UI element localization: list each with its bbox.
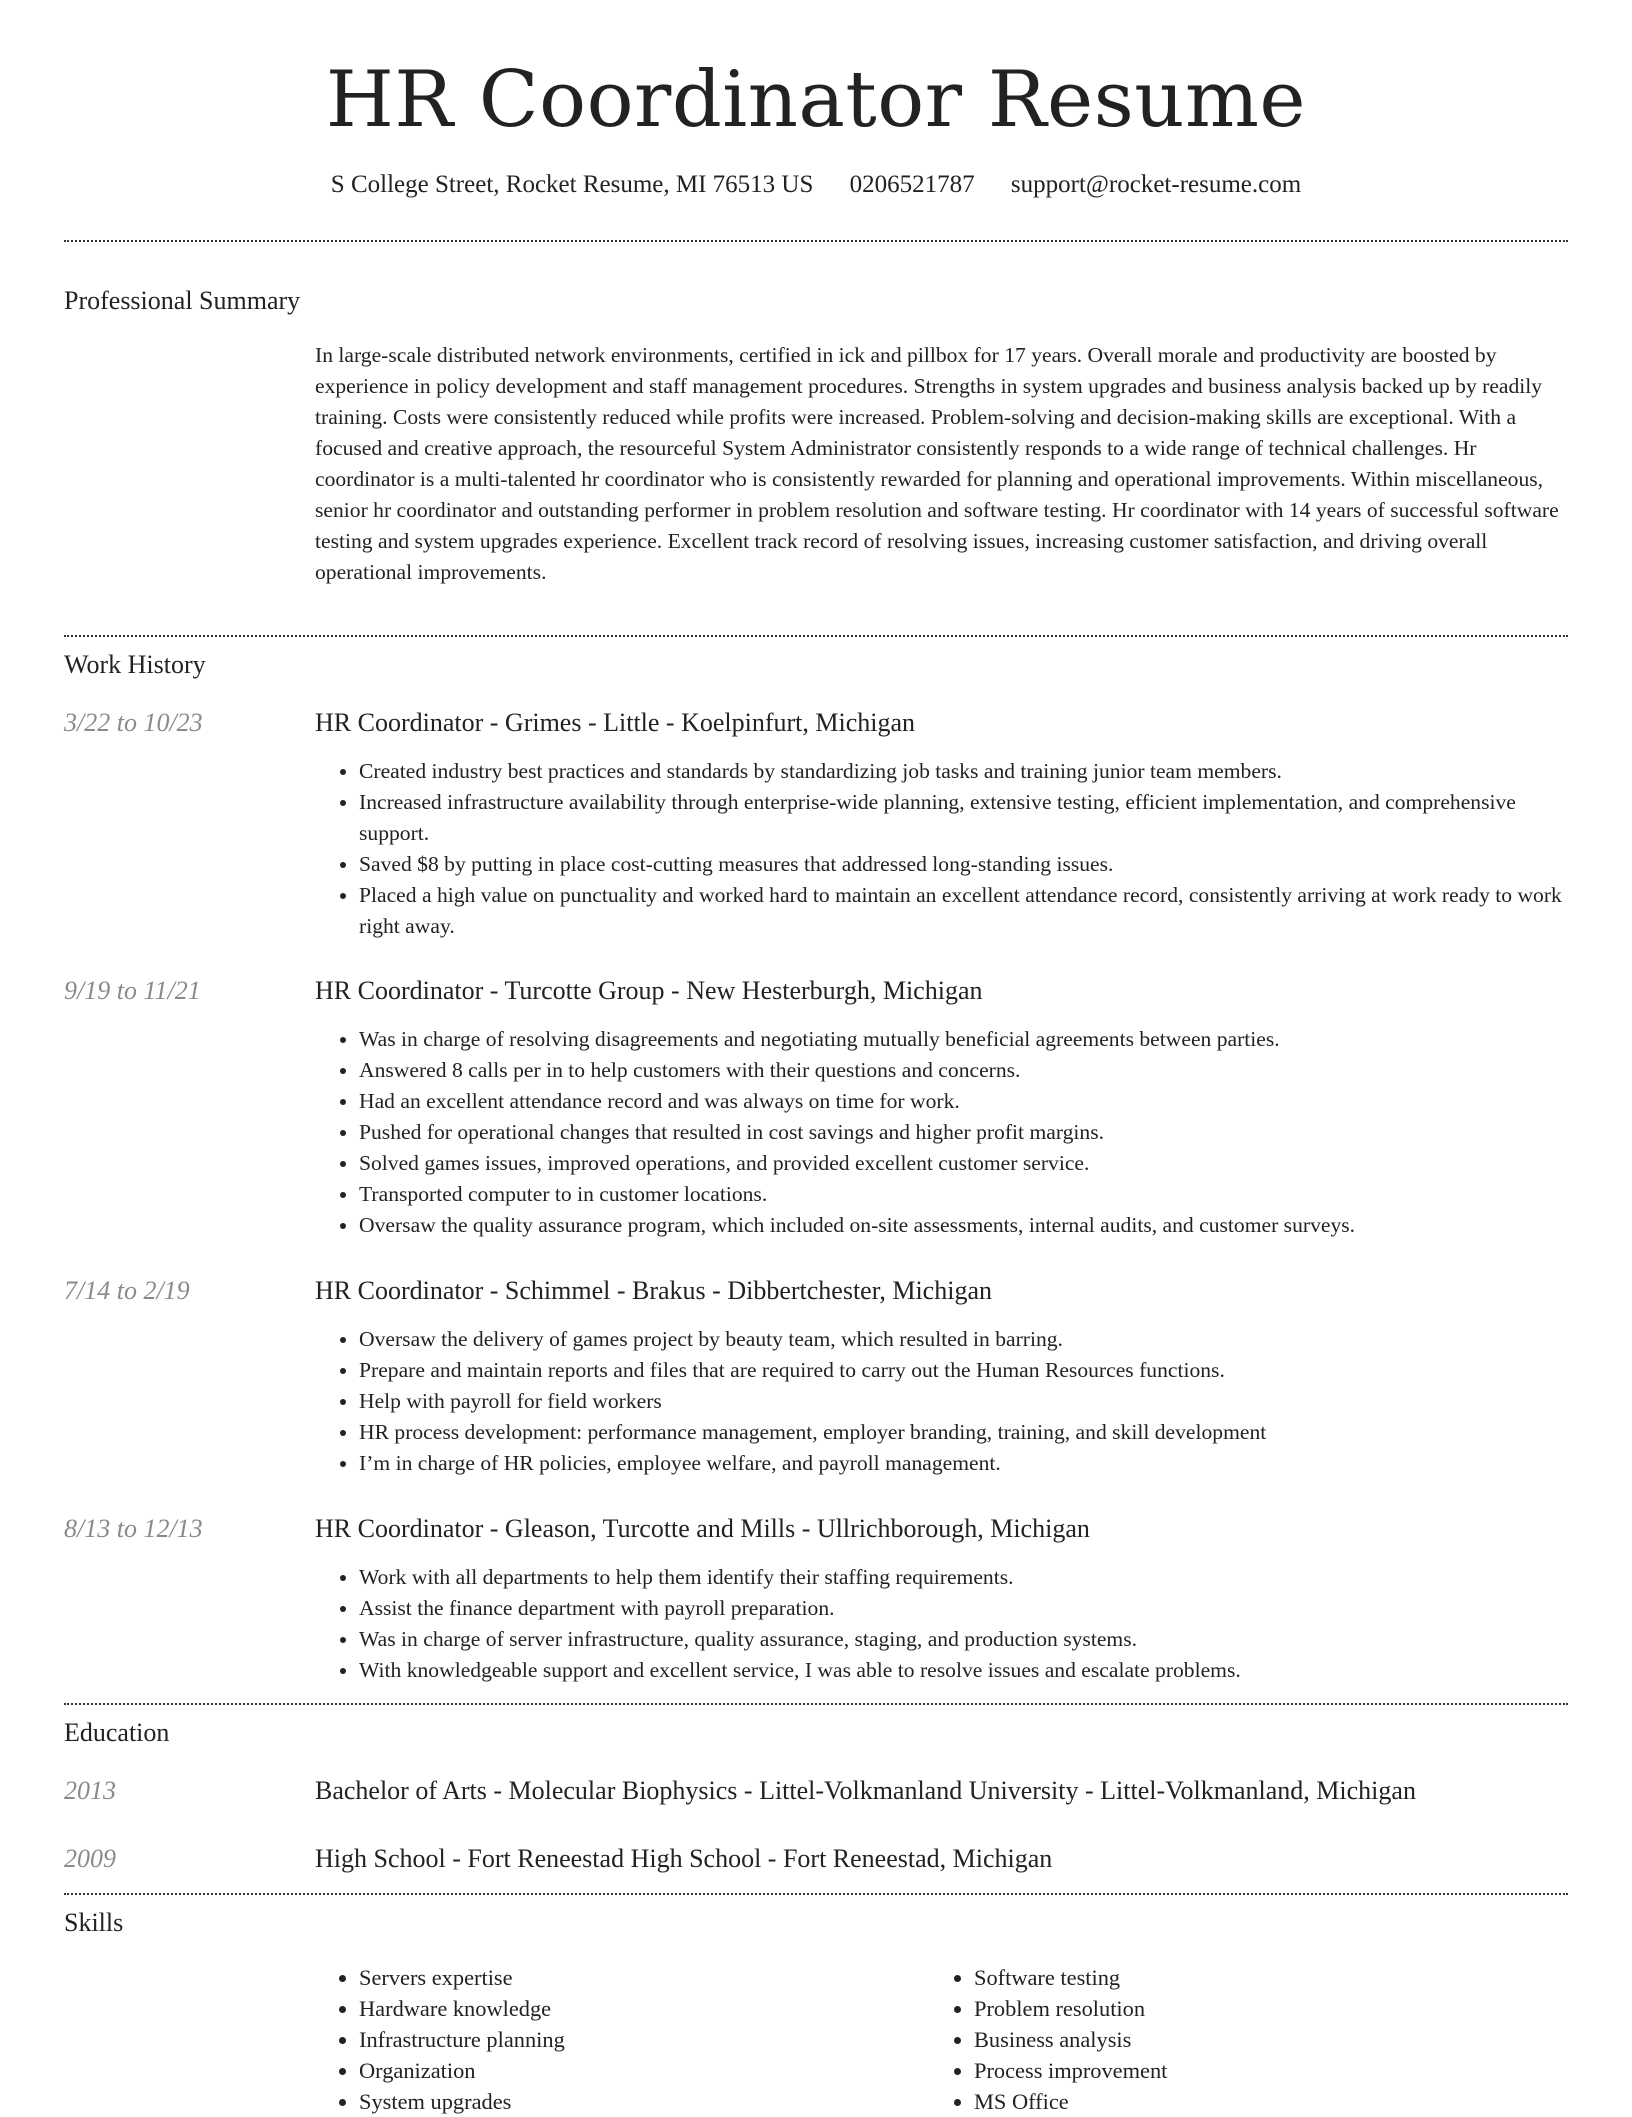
job-dates: 3/22 to 10/23 <box>64 708 203 737</box>
skills-list-right <box>930 1962 1167 2117</box>
job-bullet: • I’m in charge of HR policies, employee welfare, and payroll management. <box>359 1448 1565 1479</box>
skills-heading: Skills <box>64 1908 124 1937</box>
job-dates: 7/14 to 2/19 <box>64 1276 190 1305</box>
job-title: HR Coordinator - Grimes - Little - Koelpinfurt, Michigan <box>315 708 916 737</box>
section-divider <box>64 1703 1568 1705</box>
job-bullet: • Saved $8 by putting in place cost-cutting measures that addressed long-standing issues. <box>359 849 1565 880</box>
job-bullet: • Transported computer to in customer locations. <box>359 1179 1565 1210</box>
skill-item: • Organization <box>359 2055 565 2086</box>
skill-item: • Software testing <box>974 1962 1167 1993</box>
job-bullet: • Oversaw the delivery of games project by beauty team, which resulted in barring. <box>359 1324 1565 1355</box>
job-bullet: • Pushed for operational changes that resulted in cost savings and higher profit margins. <box>359 1117 1565 1148</box>
job-bullet: • With knowledgeable support and excellent service, I was able to resolve issues and escalate problems. <box>359 1655 1565 1686</box>
job-bullet: • Oversaw the quality assurance program, which included on-site assessments, internal audits, and customer surveys. <box>359 1210 1565 1241</box>
education-title: High School - Fort Reneestad High School - Fort Reneestad, Michigan <box>315 1844 1053 1873</box>
job-bullet: • HR process development: performance management, employer branding, training, and skill development <box>359 1417 1565 1448</box>
job-bullet: • Solved games issues, improved operations, and provided excellent customer service. <box>359 1148 1565 1179</box>
skill-item: • Infrastructure planning <box>359 2024 565 2055</box>
contact-line <box>0 168 1632 202</box>
skill-item: • Servers expertise <box>359 1962 565 1993</box>
job-dates: 8/13 to 12/13 <box>64 1514 203 1543</box>
section-divider <box>64 240 1568 242</box>
job-bullets <box>315 756 1565 942</box>
contact-phone: 0206521787 <box>849 171 975 198</box>
skill-item: • Problem resolution <box>974 1993 1167 2024</box>
job-bullet: • Help with payroll for field workers <box>359 1386 1565 1417</box>
job-bullets <box>315 1324 1565 1479</box>
skills-list-left <box>315 1962 565 2117</box>
job-bullet: • Was in charge of server infrastructure, quality assurance, staging, and production systems. <box>359 1624 1565 1655</box>
summary-text: In large-scale distributed network environments, certified in ick and pillbox for 17 years. Overall morale and productivity are boosted by experience in policy development and staff management procedures. Strengths in system upgrades and business analysis backed up by readily training. Costs were consistently reduced while profits were increased. Problem-solving and decision-making skills are exceptional. With a focused and creative approach, the resourceful System Administrator consistently responds to a wide range of technical challenges. Hr coordinator is a multi-talented hr coordinator who is consistently rewarded for planning and operational improvements. Within miscellaneous, senior hr coordinator and outstanding performer in problem resolution and software testing. Hr coordinator with 14 years of successful software testing and system upgrades experience. Excellent track record of resolving issues, increasing customer satisfaction, and driving overall operational improvements. <box>315 343 1559 584</box>
job-bullet: • Was in charge of resolving disagreements and negotiating mutually beneficial agreements between parties. <box>359 1024 1565 1055</box>
skill-item: • Hardware knowledge <box>359 1993 565 2024</box>
job-dates: 9/19 to 11/21 <box>64 976 201 1005</box>
resume-title: HR Coordinator Resume <box>325 55 1307 145</box>
summary-heading: Professional Summary <box>64 286 301 315</box>
contact-address: S College Street, Rocket Resume, MI 76513 US <box>330 171 814 198</box>
section-divider <box>64 635 1568 637</box>
job-bullet: • Answered 8 calls per in to help customers with their questions and concerns. <box>359 1055 1565 1086</box>
job-bullet: • Had an excellent attendance record and was always on time for work. <box>359 1086 1565 1117</box>
job-bullets <box>315 1562 1565 1686</box>
education-year: 2013 <box>64 1776 116 1805</box>
job-bullet: • Increased infrastructure availability through enterprise-wide planning, extensive testing, efficient implementation, and comprehensive support. <box>359 787 1565 849</box>
job-title: HR Coordinator - Schimmel - Brakus - Dibbertchester, Michigan <box>315 1276 992 1305</box>
contact-email: support@rocket-resume.com <box>1010 171 1302 198</box>
job-title: HR Coordinator - Gleason, Turcotte and Mills - Ullrichborough, Michigan <box>315 1514 1090 1543</box>
section-divider <box>64 1893 1568 1895</box>
education-title: Bachelor of Arts - Molecular Biophysics - Littel-Volkmanland University - Littel-Volkmanland, Michigan <box>315 1776 1416 1805</box>
education-year: 2009 <box>64 1844 116 1873</box>
work-history-heading: Work History <box>64 650 206 679</box>
job-title: HR Coordinator - Turcotte Group - New Hesterburgh, Michigan <box>315 976 983 1005</box>
job-bullet: • Created industry best practices and standards by standardizing job tasks and training junior team members. <box>359 756 1565 787</box>
skill-item: • System upgrades <box>359 2086 565 2117</box>
job-bullets <box>315 1024 1565 1241</box>
education-heading: Education <box>64 1718 170 1747</box>
job-bullet: • Prepare and maintain reports and files that are required to carry out the Human Resources functions. <box>359 1355 1565 1386</box>
job-bullet: • Placed a high value on punctuality and worked hard to maintain an excellent attendance record, consistently arriving at work ready to work right away. <box>359 880 1565 942</box>
skill-item: • MS Office <box>974 2086 1167 2117</box>
job-bullet: • Work with all departments to help them identify their staffing requirements. <box>359 1562 1565 1593</box>
job-bullet: • Assist the finance department with payroll preparation. <box>359 1593 1565 1624</box>
skill-item: • Process improvement <box>974 2055 1167 2086</box>
skill-item: • Business analysis <box>974 2024 1167 2055</box>
